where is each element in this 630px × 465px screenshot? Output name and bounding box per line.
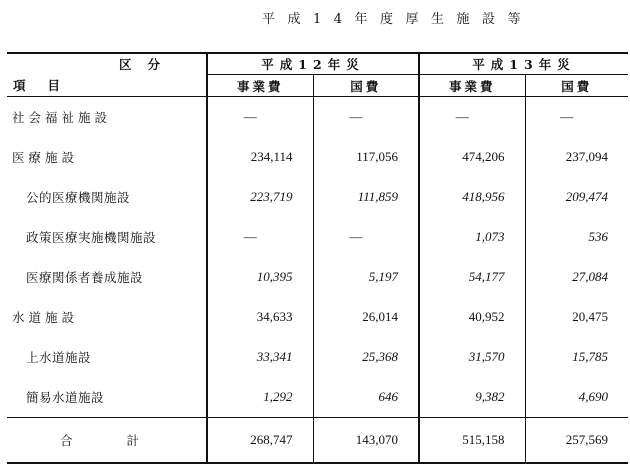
cell-value: 40,952 (419, 297, 525, 337)
total-value: 268,747 (207, 418, 313, 464)
row-label: 上水道施設 (26, 350, 92, 365)
total-value: 143,070 (313, 418, 419, 464)
row-label: 社会福祉施設 (12, 110, 112, 125)
row-label: 水道施設 (12, 310, 79, 325)
year-header-h13: 平成13年災 (419, 53, 628, 75)
cell-value: 111,859 (313, 177, 419, 217)
header-row-years (7, 53, 628, 75)
page-title: 平成14年度厚生施設等 (262, 12, 534, 27)
header-koumoku: 項目 (7, 75, 207, 97)
cell-value: 26,014 (313, 297, 419, 337)
table-row (7, 297, 628, 337)
cell-value: 4,690 (525, 377, 628, 418)
cell-value: 33,341 (207, 337, 313, 377)
table-row (7, 137, 628, 177)
cell-value: 237,094 (525, 137, 628, 177)
cell-value: ― (419, 97, 525, 138)
table-row (7, 257, 628, 297)
row-label: 公的医療機関施設 (26, 190, 131, 205)
subheader-kokuhi-h12: 国費 (313, 75, 419, 97)
cell-value: 31,570 (419, 337, 525, 377)
cell-value: 9,382 (419, 377, 525, 418)
row-label: 医療施設 (12, 150, 79, 165)
subheader-jigyouhi-h12: 事業費 (207, 75, 313, 97)
table-row (7, 377, 628, 418)
total-label: 合計 (7, 418, 207, 464)
cell-value: 34,633 (207, 297, 313, 337)
cell-value: ― (207, 217, 313, 257)
facility-cost-table (7, 52, 628, 464)
subheader-kokuhi-h13: 国費 (525, 75, 628, 97)
cell-value: 209,474 (525, 177, 628, 217)
header-kubun: 区分 (7, 53, 207, 75)
cell-value: 15,785 (525, 337, 628, 377)
table-row (7, 177, 628, 217)
cell-value: ― (207, 97, 313, 138)
cell-value: ― (313, 217, 419, 257)
cell-value: 20,475 (525, 297, 628, 337)
header-row-subcolumns (7, 75, 628, 97)
cell-value: 1,073 (419, 217, 525, 257)
table-row (7, 337, 628, 377)
cell-value: 10,395 (207, 257, 313, 297)
cell-value: 117,056 (313, 137, 419, 177)
row-label: 医療関係者養成施設 (26, 270, 144, 285)
cell-value: ― (525, 97, 628, 138)
total-row (7, 418, 628, 464)
cell-value: 54,177 (419, 257, 525, 297)
total-value: 257,569 (525, 418, 628, 464)
row-label: 簡易水道施設 (26, 390, 105, 405)
table-row (7, 217, 628, 257)
year-header-h12: 平成12年災 (207, 53, 419, 75)
cell-value: ― (313, 97, 419, 138)
table-row (7, 97, 628, 138)
subheader-jigyouhi-h13: 事業費 (419, 75, 525, 97)
cell-value: 536 (525, 217, 628, 257)
total-value: 515,158 (419, 418, 525, 464)
cell-value: 223,719 (207, 177, 313, 217)
cell-value: 25,368 (313, 337, 419, 377)
cell-value: 234,114 (207, 137, 313, 177)
cell-value: 418,956 (419, 177, 525, 217)
row-label: 政策医療実施機関施設 (26, 230, 157, 245)
cell-value: 1,292 (207, 377, 313, 418)
cell-value: 27,084 (525, 257, 628, 297)
cell-value: 474,206 (419, 137, 525, 177)
cell-value: 646 (313, 377, 419, 418)
cell-value: 5,197 (313, 257, 419, 297)
